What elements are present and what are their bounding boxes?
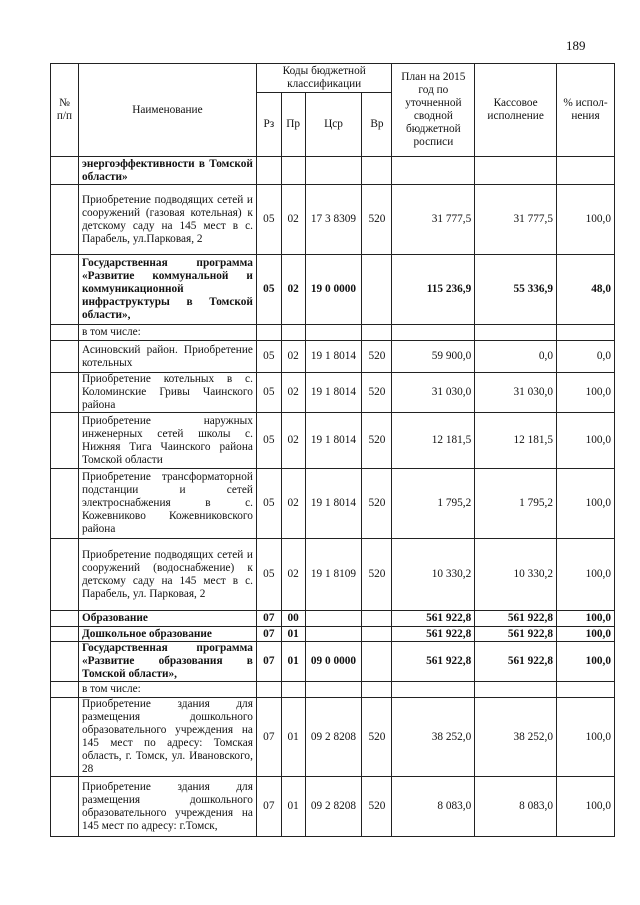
cell-pct: 100,0 — [557, 469, 615, 539]
cell-csr — [305, 611, 362, 627]
table-row — [51, 341, 615, 373]
cell-csr: 19 1 8014 — [305, 341, 362, 373]
cell-pct — [557, 682, 615, 698]
cell-pct: 0,0 — [557, 341, 615, 373]
table-row — [51, 255, 615, 325]
cell-name: Приобретение наружных инженерных сетей школы с. Нижняя Тига Чаинского района Томской области — [78, 413, 256, 469]
cell-vr: 520 — [362, 469, 392, 539]
header-vr: Вр — [362, 93, 392, 157]
cell-pct: 100,0 — [557, 413, 615, 469]
cell-kass: 31 030,0 — [475, 373, 557, 413]
cell-num — [51, 698, 79, 777]
cell-rz: 05 — [256, 469, 281, 539]
cell-vr — [362, 325, 392, 341]
cell-plan — [392, 157, 475, 185]
cell-pr: 01 — [281, 642, 305, 682]
cell-num — [51, 373, 79, 413]
cell-vr — [362, 682, 392, 698]
cell-rz: 07 — [256, 698, 281, 777]
cell-kass: 12 181,5 — [475, 413, 557, 469]
cell-plan: 1 795,2 — [392, 469, 475, 539]
cell-pct: 100,0 — [557, 611, 615, 627]
cell-pr: 02 — [281, 539, 305, 611]
cell-plan — [392, 325, 475, 341]
cell-csr — [305, 157, 362, 185]
table-row — [51, 611, 615, 627]
cell-rz — [256, 682, 281, 698]
cell-csr: 09 2 8208 — [305, 698, 362, 777]
cell-pr — [281, 682, 305, 698]
cell-vr: 520 — [362, 698, 392, 777]
cell-vr — [362, 255, 392, 325]
cell-pct: 100,0 — [557, 185, 615, 255]
page-number: 189 — [566, 38, 586, 53]
cell-pr: 02 — [281, 469, 305, 539]
cell-csr: 17 3 8309 — [305, 185, 362, 255]
cell-kass — [475, 157, 557, 185]
cell-name: Приобретение здания для размещения дошкольного образовательного учреждения на 145 мест по адресу: г.Томск, — [78, 777, 256, 837]
cell-pr: 00 — [281, 611, 305, 627]
cell-name: Государственная программа «Развитие коммунальной и коммуникационной инфраструктуры в Томской области», — [78, 255, 256, 325]
cell-pct: 100,0 — [557, 539, 615, 611]
header-rz: Рз — [256, 93, 281, 157]
table-header — [51, 64, 615, 157]
cell-pct: 100,0 — [557, 777, 615, 837]
cell-plan: 561 922,8 — [392, 611, 475, 627]
cell-rz: 07 — [256, 627, 281, 642]
cell-pct: 100,0 — [557, 642, 615, 682]
cell-name: Образование — [78, 611, 256, 627]
header-name: Наименование — [78, 64, 256, 157]
cell-kass: 38 252,0 — [475, 698, 557, 777]
table-row — [51, 157, 615, 185]
cell-vr — [362, 157, 392, 185]
cell-kass: 1 795,2 — [475, 469, 557, 539]
table-row — [51, 373, 615, 413]
cell-num — [51, 469, 79, 539]
cell-vr: 520 — [362, 185, 392, 255]
cell-plan — [392, 682, 475, 698]
cell-name: Приобретение трансформаторной подстанции и сетей электроснабжения в с. Кожевниково Кожевниковского района — [78, 469, 256, 539]
table-row — [51, 627, 615, 642]
cell-rz: 05 — [256, 255, 281, 325]
cell-num — [51, 341, 79, 373]
cell-csr: 19 1 8014 — [305, 469, 362, 539]
cell-rz: 05 — [256, 185, 281, 255]
cell-pr: 01 — [281, 627, 305, 642]
cell-vr — [362, 642, 392, 682]
cell-kass: 55 336,9 — [475, 255, 557, 325]
cell-csr — [305, 682, 362, 698]
cell-plan: 59 900,0 — [392, 341, 475, 373]
cell-pr: 02 — [281, 373, 305, 413]
table-row — [51, 698, 615, 777]
cell-plan: 561 922,8 — [392, 642, 475, 682]
cell-plan: 31 030,0 — [392, 373, 475, 413]
table-row — [51, 777, 615, 837]
header-budget-codes: Коды бюджетной классификации — [256, 64, 392, 93]
cell-name: Государственная программа «Развитие образования в Томской области», — [78, 642, 256, 682]
cell-num — [51, 682, 79, 698]
cell-csr — [305, 627, 362, 642]
cell-name: Асиновский район. Приобретение котельных — [78, 341, 256, 373]
cell-csr: 09 2 8208 — [305, 777, 362, 837]
cell-num — [51, 325, 79, 341]
cell-kass: 10 330,2 — [475, 539, 557, 611]
cell-kass: 561 922,8 — [475, 642, 557, 682]
cell-pct: 100,0 — [557, 373, 615, 413]
cell-pct: 100,0 — [557, 698, 615, 777]
cell-vr: 520 — [362, 373, 392, 413]
header-pr: Пр — [281, 93, 305, 157]
cell-rz: 07 — [256, 777, 281, 837]
cell-name: Приобретение котельных в с. Коломинские Гривы Чаинского района — [78, 373, 256, 413]
cell-pr: 02 — [281, 341, 305, 373]
cell-kass: 31 777,5 — [475, 185, 557, 255]
cell-num — [51, 157, 79, 185]
cell-csr: 19 1 8014 — [305, 373, 362, 413]
cell-pct — [557, 157, 615, 185]
cell-num — [51, 539, 79, 611]
header-cash-execution: Кассовое исполнение — [475, 64, 557, 157]
cell-rz: 05 — [256, 373, 281, 413]
cell-pr: 02 — [281, 255, 305, 325]
cell-num — [51, 777, 79, 837]
cell-plan: 115 236,9 — [392, 255, 475, 325]
cell-kass — [475, 682, 557, 698]
cell-pr — [281, 325, 305, 341]
cell-plan: 31 777,5 — [392, 185, 475, 255]
cell-rz — [256, 157, 281, 185]
cell-num — [51, 627, 79, 642]
cell-plan: 38 252,0 — [392, 698, 475, 777]
cell-rz: 07 — [256, 611, 281, 627]
table-row — [51, 539, 615, 611]
header-csr: Цср — [305, 93, 362, 157]
cell-csr — [305, 325, 362, 341]
header-number: № п/п — [51, 64, 79, 157]
cell-kass: 0,0 — [475, 341, 557, 373]
cell-csr: 19 1 8014 — [305, 413, 362, 469]
table-row — [51, 185, 615, 255]
cell-num — [51, 611, 79, 627]
cell-pr: 02 — [281, 413, 305, 469]
cell-csr: 19 1 8109 — [305, 539, 362, 611]
table-row — [51, 325, 615, 341]
cell-csr: 19 0 0000 — [305, 255, 362, 325]
table-body — [51, 157, 615, 837]
cell-pr — [281, 157, 305, 185]
cell-rz: 05 — [256, 539, 281, 611]
cell-kass: 561 922,8 — [475, 627, 557, 642]
header-execution-percent: % испол-нения — [557, 64, 615, 157]
cell-num — [51, 413, 79, 469]
cell-name: в том числе: — [78, 682, 256, 698]
cell-num — [51, 185, 79, 255]
budget-table — [50, 63, 615, 837]
cell-plan: 8 083,0 — [392, 777, 475, 837]
cell-vr — [362, 611, 392, 627]
cell-name: в том числе: — [78, 325, 256, 341]
cell-num — [51, 642, 79, 682]
cell-pr: 02 — [281, 185, 305, 255]
cell-plan: 10 330,2 — [392, 539, 475, 611]
header-plan: План на 2015 год по уточненной сводной бюджетной росписи — [392, 64, 475, 157]
cell-vr — [362, 627, 392, 642]
table-row — [51, 413, 615, 469]
cell-vr: 520 — [362, 539, 392, 611]
table-row — [51, 642, 615, 682]
cell-plan: 12 181,5 — [392, 413, 475, 469]
cell-rz: 07 — [256, 642, 281, 682]
cell-name: Приобретение здания для размещения дошкольного образовательного учреждения на 145 мест по адресу: Томская область, г. Томск, ул. Ивановского, 28 — [78, 698, 256, 777]
cell-rz: 05 — [256, 413, 281, 469]
cell-pr: 01 — [281, 777, 305, 837]
cell-kass — [475, 325, 557, 341]
cell-kass: 8 083,0 — [475, 777, 557, 837]
table-row — [51, 682, 615, 698]
cell-name: Дошкольное образование — [78, 627, 256, 642]
cell-pct — [557, 325, 615, 341]
cell-vr: 520 — [362, 341, 392, 373]
cell-rz — [256, 325, 281, 341]
cell-pct: 100,0 — [557, 627, 615, 642]
cell-plan: 561 922,8 — [392, 627, 475, 642]
cell-name: энергоэффективности в Томской области» — [78, 157, 256, 185]
cell-pr: 01 — [281, 698, 305, 777]
cell-kass: 561 922,8 — [475, 611, 557, 627]
cell-pct: 48,0 — [557, 255, 615, 325]
cell-name: Приобретение подводящих сетей и сооружений (водоснабжение) к детскому саду на 145 мест в с. Парабель, ул. Парковая, 2 — [78, 539, 256, 611]
cell-vr: 520 — [362, 413, 392, 469]
table-row — [51, 469, 615, 539]
cell-csr: 09 0 0000 — [305, 642, 362, 682]
cell-rz: 05 — [256, 341, 281, 373]
cell-vr: 520 — [362, 777, 392, 837]
cell-num — [51, 255, 79, 325]
cell-name: Приобретение подводящих сетей и сооружений (газовая котельная) к детскому саду на 145 мест в с. Парабель, ул.Парковая, 2 — [78, 185, 256, 255]
